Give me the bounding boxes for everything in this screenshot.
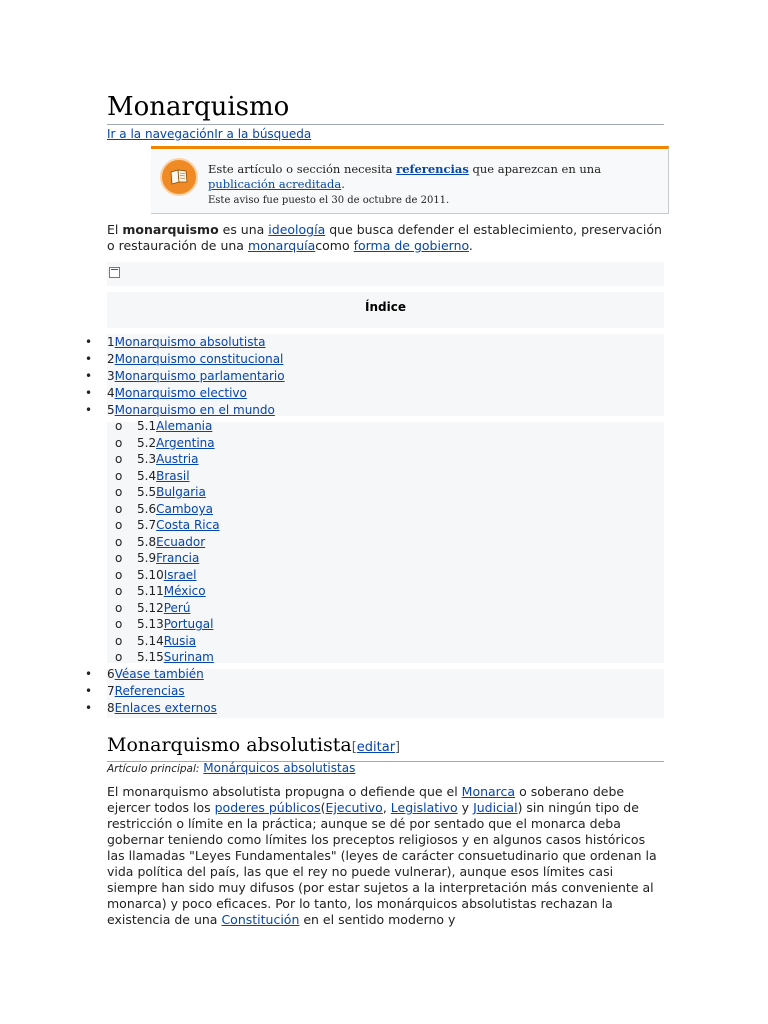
toc-number: 5.9 bbox=[137, 551, 157, 565]
notice-text: Este artículo o sección necesita referencias que aparezcan en una publicación acreditada. Este aviso fue puesto el 30 de octubre de 2011. bbox=[208, 162, 602, 206]
monarca-link[interactable]: Monarca bbox=[461, 784, 516, 799]
ideologia-link[interactable]: ideología bbox=[268, 222, 326, 237]
legislativo-link[interactable]: Legislativo bbox=[390, 800, 458, 815]
toc-link[interactable]: Ecuador bbox=[156, 535, 206, 549]
accredited-publication-link[interactable]: publicación acreditada bbox=[208, 177, 342, 191]
toc-title: Índice bbox=[365, 300, 406, 314]
toc-item bbox=[107, 700, 217, 716]
toc-number: 6 bbox=[107, 667, 115, 681]
toc-subitem bbox=[137, 418, 212, 434]
toc-subitem-bullet: o bbox=[115, 485, 123, 499]
toc-number: 2 bbox=[107, 352, 115, 366]
jump-to-navigation-link[interactable]: Ir a la navegación bbox=[107, 127, 215, 141]
toc-link[interactable]: Israel bbox=[163, 568, 197, 582]
toc-subitem bbox=[137, 583, 206, 599]
toc-subitem bbox=[137, 468, 190, 484]
intro-paragraph: El monarquismo es una ideología que busca defender el establecimiento, preservación o restauración de una monarquíacomo forma de gobierno. bbox=[107, 222, 662, 253]
toc-subitem-bullet: o bbox=[115, 518, 123, 532]
jump-links bbox=[107, 127, 311, 141]
toc-subitem-bullet: o bbox=[115, 601, 123, 615]
toc-subitem bbox=[137, 567, 197, 583]
toc-item bbox=[107, 385, 247, 401]
toc-number: 7 bbox=[107, 684, 115, 698]
toc-link[interactable]: Monarquismo electivo bbox=[114, 386, 247, 400]
toc-link[interactable]: Bulgaria bbox=[156, 485, 206, 499]
toc-number: 8 bbox=[107, 701, 115, 715]
toc-subitem bbox=[137, 600, 190, 616]
notice-date: Este aviso fue puesto el 30 de octubre de 2011. bbox=[208, 195, 450, 206]
toc-number: 3 bbox=[107, 369, 115, 383]
toc-number: 5.4 bbox=[137, 469, 157, 483]
edit-section-link[interactable]: editar bbox=[356, 740, 396, 755]
main-article-link[interactable]: Monárquicos absolutistas bbox=[203, 761, 356, 775]
toc-subitem bbox=[137, 501, 213, 517]
references-link[interactable]: referencias bbox=[396, 162, 469, 176]
monarquia-link[interactable]: monarquía bbox=[247, 238, 316, 253]
toc-number: 5.1 bbox=[137, 419, 157, 433]
toc-item-bullet: • bbox=[85, 369, 93, 383]
toc-link[interactable]: Brasil bbox=[156, 469, 190, 483]
toc-subitem-bullet: o bbox=[115, 469, 123, 483]
toc-subitem-bullet: o bbox=[115, 452, 123, 466]
toc-subitem bbox=[137, 616, 213, 632]
toc-number: 1 bbox=[107, 335, 115, 349]
toc-number: 5.15 bbox=[137, 650, 164, 664]
toc-item bbox=[107, 683, 185, 699]
toc-number: 5.10 bbox=[137, 568, 164, 582]
toc-link[interactable]: Monarquismo constitucional bbox=[114, 352, 284, 366]
toc-item-bullet: • bbox=[85, 352, 93, 366]
book-icon bbox=[160, 158, 198, 196]
toc-subitem-bullet: o bbox=[115, 584, 123, 598]
toc-link[interactable]: Francia bbox=[156, 551, 200, 565]
toc-subitem-bullet: o bbox=[115, 650, 123, 664]
toc-toggle-checkbox[interactable] bbox=[109, 267, 120, 278]
toc-link[interactable]: Alemania bbox=[156, 419, 213, 433]
toc-subitem bbox=[137, 517, 220, 533]
toc-number: 5.2 bbox=[137, 436, 157, 450]
toc-link[interactable]: Austria bbox=[156, 452, 199, 466]
toc-number: 5.6 bbox=[137, 502, 157, 516]
toc-subitem-bullet: o bbox=[115, 419, 123, 433]
toc-subitem-bullet: o bbox=[115, 568, 123, 582]
toc-divider bbox=[107, 286, 664, 292]
toc-number: 5.3 bbox=[137, 452, 157, 466]
toc-item-bullet: • bbox=[85, 701, 93, 715]
constitucion-link[interactable]: Constitución bbox=[221, 912, 300, 927]
toc-number: 5 bbox=[107, 403, 115, 417]
forma-de-gobierno-link[interactable]: forma de gobierno bbox=[353, 238, 469, 253]
toc-number: 5.11 bbox=[137, 584, 164, 598]
toc-link[interactable]: Portugal bbox=[163, 617, 214, 631]
toc-number: 5.5 bbox=[137, 485, 157, 499]
toc-link[interactable]: Argentina bbox=[156, 436, 215, 450]
toc-subitem-bullet: o bbox=[115, 535, 123, 549]
toc-link[interactable]: Referencias bbox=[114, 684, 185, 698]
toc-subitem bbox=[137, 534, 205, 550]
toc-number: 5.14 bbox=[137, 634, 164, 648]
toc-item-bullet: • bbox=[85, 667, 93, 681]
toc-link[interactable]: Enlaces externos bbox=[114, 701, 217, 715]
section-heading: Monarquismo absolutista[editar] bbox=[107, 732, 664, 762]
hatnote: Artículo principal: Monárquicos absolutistas bbox=[107, 761, 356, 775]
toc-number: 5.8 bbox=[137, 535, 157, 549]
toc-link[interactable]: Costa Rica bbox=[156, 518, 220, 532]
toc-item bbox=[107, 351, 283, 367]
judicial-link[interactable]: Judicial bbox=[473, 800, 518, 815]
jump-to-search-link[interactable]: Ir a la búsqueda bbox=[214, 127, 312, 141]
toc-item bbox=[107, 402, 275, 418]
toc-subitem bbox=[137, 550, 199, 566]
toc-link[interactable]: Rusia bbox=[163, 634, 197, 648]
toc-link[interactable]: Véase también bbox=[114, 667, 204, 681]
toc-link[interactable]: Camboya bbox=[156, 502, 213, 516]
page-title: Monarquismo bbox=[107, 90, 664, 125]
toc-subitem-bullet: o bbox=[115, 436, 123, 450]
toc-link[interactable]: Monarquismo absolutista bbox=[114, 335, 266, 349]
toc-link[interactable]: Surinam bbox=[163, 650, 214, 664]
toc-item-bullet: • bbox=[85, 403, 93, 417]
toc-subitem bbox=[137, 484, 206, 500]
toc-number: 5.12 bbox=[137, 601, 164, 615]
section-paragraph: El monarquismo absolutista propugna o defiende que el Monarca o soberano debe ejercer todos los poderes públicos(Ejecutivo, Legislativo y Judicial) sin ningún tipo de restricción o límite en la práctica; aunque se dé por sentado que el monarca deba gobernar teniendo como límites los preceptos religiosos y en algunos casos históricos las llamadas "Leyes Fundamentales" (leyes de carácter consuetudinario que ordenan la vida política del país, las que el rey no puede vulnerar), aunque esos límites casi siempre han sido muy difusos (por estar sujetos a la interpretación más conveniente al monarca) y poco eficaces. Por lo tanto, los monárquicos absolutistas rechazan la existencia de una Constitución en el sentido moderno y bbox=[107, 784, 657, 927]
toc-subitem-bullet: o bbox=[115, 551, 123, 565]
toc-subitem bbox=[137, 451, 199, 467]
toc-link[interactable]: Monarquismo en el mundo bbox=[114, 403, 275, 417]
ejecutivo-link[interactable]: Ejecutivo bbox=[325, 800, 383, 815]
toc-subitem-bullet: o bbox=[115, 634, 123, 648]
toc-subitem bbox=[137, 435, 215, 451]
toc-link[interactable]: México bbox=[163, 584, 206, 598]
toc-link[interactable]: Perú bbox=[163, 601, 191, 615]
toc-item bbox=[107, 368, 285, 384]
toc-item bbox=[107, 666, 204, 682]
poderes-publicos-link[interactable]: poderes públicos bbox=[214, 800, 321, 815]
toc-subitem bbox=[137, 633, 196, 649]
toc-item bbox=[107, 334, 266, 350]
toc-number: 5.7 bbox=[137, 518, 157, 532]
references-notice bbox=[151, 146, 669, 214]
toc-subitem bbox=[137, 649, 214, 665]
toc-item-bullet: • bbox=[85, 335, 93, 349]
toc-link[interactable]: Monarquismo parlamentario bbox=[114, 369, 285, 383]
toc-item-bullet: • bbox=[85, 386, 93, 400]
toc-number: 4 bbox=[107, 386, 115, 400]
toc-subitem-bullet: o bbox=[115, 617, 123, 631]
toc-number: 5.13 bbox=[137, 617, 164, 631]
toc-subitem-bullet: o bbox=[115, 502, 123, 516]
toc-item-bullet: • bbox=[85, 684, 93, 698]
